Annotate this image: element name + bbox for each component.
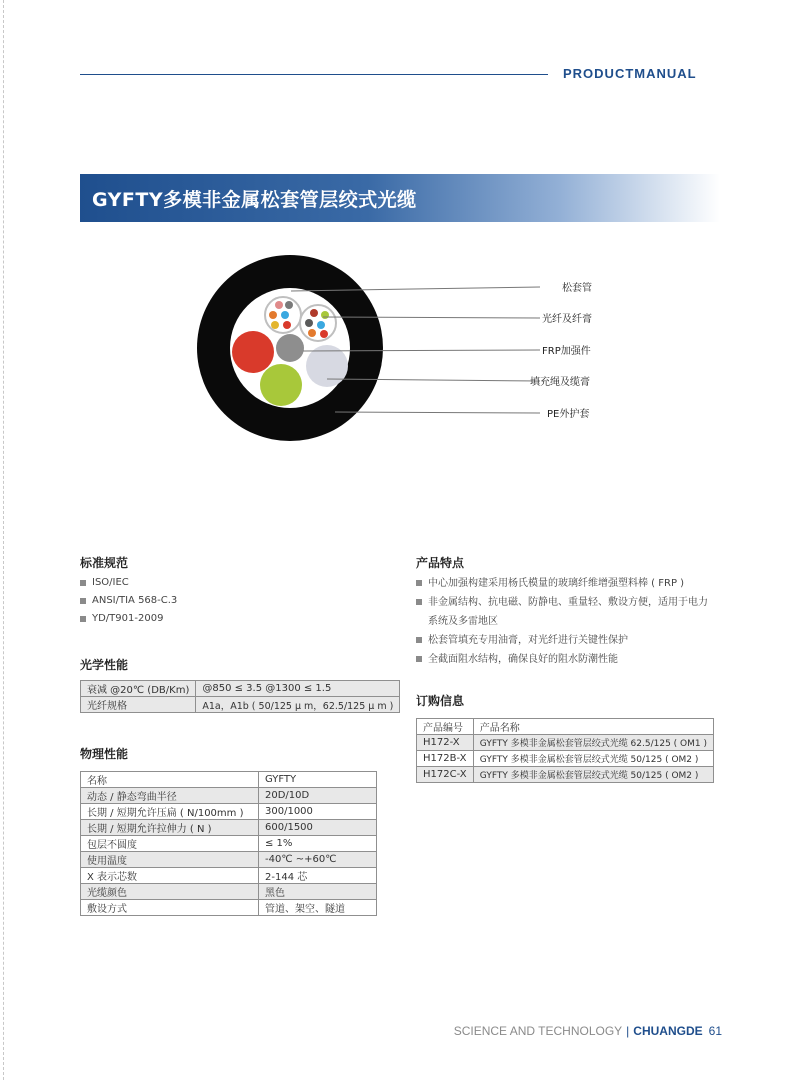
table-cell: -40℃ ~+60℃ [259, 852, 377, 868]
table-cell: GYFTY 多模非金属松套管层绞式光缆 62.5/125 ( OM1 ) [473, 735, 713, 751]
table-row [81, 820, 377, 836]
table-cell: H172C-X [417, 767, 474, 783]
table-row [81, 852, 377, 868]
callout-frp: FRP加强件 [542, 346, 591, 357]
table-cell: 管道、架空、隧道 [259, 900, 377, 916]
ordering-heading: 订购信息 [416, 694, 465, 708]
header-rule [80, 74, 548, 75]
page-edge-guide [3, 0, 4, 1080]
list-item: ISO/IEC [80, 574, 177, 592]
filler-red [232, 331, 274, 373]
header-brand: PRODUCTMANUAL [563, 66, 697, 81]
table-row [81, 681, 400, 697]
table-cell: 300/1000 [259, 804, 377, 820]
list-item: 非金属结构、抗电磁、防静电、重量轻、敷设方便，适用于电力系统及多雷地区 [416, 593, 716, 631]
fiber-dot [281, 311, 289, 319]
table-cell: 20D/10D [259, 788, 377, 804]
standards-list [80, 574, 177, 628]
table-cell: A1a，A1b ( 50/125 μ m，62.5/125 μ m ) [196, 697, 400, 713]
table-cell: 产品名称 [473, 719, 713, 735]
fiber-dot [321, 311, 329, 319]
physical-heading: 物理性能 [80, 747, 129, 761]
list-item: YD/T901-2009 [80, 610, 177, 628]
list-item: 中心加强构建采用杨氏模量的玻璃纤维增强塑料棒 ( FRP ) [416, 574, 716, 593]
table-cell: 产品编号 [417, 719, 474, 735]
callout-loose-tube: 松套管 [562, 283, 592, 294]
page-footer [454, 1024, 722, 1038]
cable-cross-section-svg [195, 255, 595, 445]
fiber-dot [317, 321, 325, 329]
table-row [81, 697, 400, 713]
fiber-dot [310, 309, 318, 317]
fiber-dot [269, 311, 277, 319]
title-banner [80, 174, 720, 222]
fiber-dot [308, 329, 316, 337]
leader-line [335, 412, 540, 413]
table-cell: H172-X [417, 735, 474, 751]
optical-heading: 光学性能 [80, 658, 129, 672]
list-item: 全截面阻水结构，确保良好的阻水防潮性能 [416, 650, 716, 669]
page-title: GYFTY多模非金属松套管层绞式光缆 [92, 189, 417, 211]
table-cell: 光缆颜色 [81, 884, 259, 900]
table-row [81, 868, 377, 884]
features-heading: 产品特点 [416, 556, 465, 570]
footer-separator: | [626, 1024, 630, 1038]
frp-strength-member [276, 334, 304, 362]
table-cell: 衰减 @20℃ (DB/Km) [81, 681, 196, 697]
page-number: 61 [708, 1024, 722, 1038]
optical-table [80, 680, 400, 713]
table-cell: 长期 / 短期允许拉伸力 ( N ) [81, 820, 259, 836]
table-cell: 600/1500 [259, 820, 377, 836]
table-cell: H172B-X [417, 751, 474, 767]
table-row [81, 788, 377, 804]
table-cell: 长期 / 短期允许压扁 ( N/100mm ) [81, 804, 259, 820]
footer-brand: CHUANGDE [633, 1024, 703, 1038]
callout-pe-jacket: PE外护套 [547, 409, 590, 420]
table-row [417, 751, 714, 767]
table-cell: 光纤规格 [81, 697, 196, 713]
cable-cross-section-diagram [195, 255, 595, 445]
table-row [81, 772, 377, 788]
table-row [81, 804, 377, 820]
table-row [81, 900, 377, 916]
fiber-dot [271, 321, 279, 329]
table-cell: 动态 / 静态弯曲半径 [81, 788, 259, 804]
table-row [417, 767, 714, 783]
table-row [81, 884, 377, 900]
physical-table [80, 771, 377, 916]
table-cell: GYFTY 多模非金属松套管层绞式光缆 50/125 ( OM2 ) [473, 751, 713, 767]
table-row [81, 836, 377, 852]
footer-tagline: SCIENCE AND TECHNOLOGY [453, 1024, 623, 1038]
table-cell: 2-144 芯 [259, 868, 377, 884]
fiber-dot [275, 301, 283, 309]
table-cell: GYFTY 多模非金属松套管层绞式光缆 50/125 ( OM2 ) [473, 767, 713, 783]
table-cell: 使用温度 [81, 852, 259, 868]
standards-heading: 标准规范 [80, 556, 129, 570]
table-cell: X 表示芯数 [81, 868, 259, 884]
fiber-dot [285, 301, 293, 309]
fiber-dot [283, 321, 291, 329]
list-item: 松套管填充专用油膏，对光纤进行关键性保护 [416, 631, 716, 650]
callout-fiber-gel: 光纤及纤膏 [542, 314, 592, 325]
ordering-table [416, 718, 714, 783]
callout-filler: 填充绳及缆膏 [530, 377, 590, 388]
features-list [416, 574, 716, 669]
table-cell: ≤ 1% [259, 836, 377, 852]
table-cell: 敷设方式 [81, 900, 259, 916]
table-cell: 名称 [81, 772, 259, 788]
table-cell: @850 ≤ 3.5 @1300 ≤ 1.5 [196, 681, 400, 697]
filler-green [260, 364, 302, 406]
fiber-dot [305, 319, 313, 327]
table-row [417, 735, 714, 751]
table-cell: GYFTY [259, 772, 377, 788]
table-cell: 包层不圆度 [81, 836, 259, 852]
list-item: ANSI/TIA 568-C.3 [80, 592, 177, 610]
fiber-dot [320, 330, 328, 338]
table-cell: 黑色 [259, 884, 377, 900]
table-row [417, 719, 714, 735]
